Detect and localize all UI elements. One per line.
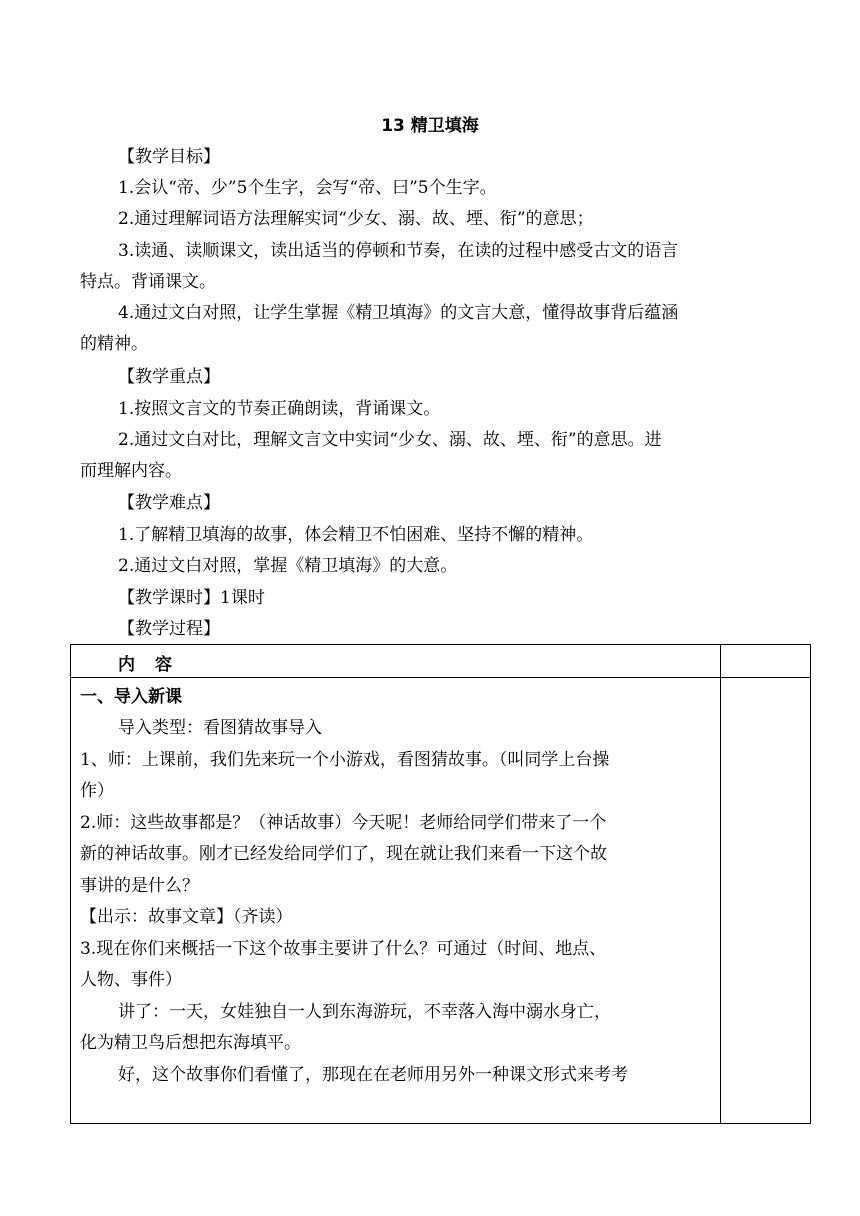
table-content-cell [71, 678, 721, 1124]
table-line: 1、师：上课前，我们先来玩一个小游戏，看图猜故事。（叫同学上台操 [80, 750, 610, 770]
objective-item: 4.通过文白对照，让学生掌握《精卫填海》的文言大意，懂得故事背后蕴涵 [118, 303, 679, 323]
objective-item-continued: 特点。背诵课文。 [80, 272, 216, 292]
table-header-blank [721, 645, 811, 678]
table-line: 3.现在你们来概括一下这个故事主要讲了什么？可通过（时间、地点、 [80, 939, 607, 959]
table-line: 新的神话故事。刚才已经发给同学们了，现在就让我们来看一下这个故 [80, 844, 607, 864]
difficulties-heading: 【教学难点】 [118, 493, 220, 513]
key-point-item-continued: 而理解内容。 [80, 461, 182, 481]
key-point-item: 1.按照文言文的节奏正确朗读，背诵课文。 [118, 399, 441, 419]
table-notes-cell [721, 678, 811, 1124]
table-line: 2.师：这些故事都是？（神话故事）今天呢！老师给同学们带来了一个 [80, 813, 607, 833]
difficulty-item: 1.了解精卫填海的故事，体会精卫不怕困难、坚持不懈的精神。 [118, 525, 594, 545]
process-heading: 【教学过程】 [118, 619, 220, 639]
lesson-title: 13 精卫填海 [381, 116, 479, 136]
table-line: 事讲的是什么？ [80, 876, 199, 896]
objective-item: 3.读通、读顺课文，读出适当的停顿和节奏，在读的过程中感受古文的语言 [118, 241, 679, 261]
objectives-heading: 【教学目标】 [118, 147, 220, 167]
table-line: 好，这个故事你们看懂了，那现在在老师用另外一种课文形式来考考 [118, 1065, 628, 1085]
key-point-item: 2.通过文白对比，理解文言文中实词“少女、溺、故、堙、衔”的意思。进 [118, 430, 662, 450]
table-header-label: 内 容 [118, 655, 174, 675]
objective-item: 1.会认“帝、少”5个生字，会写“帝、曰”5个生字。 [118, 178, 497, 198]
table-line: 【出示：故事文章】（齐读） [80, 907, 293, 927]
table-line: 讲了：一天，女娃独自一人到东海游玩，不幸落入海中溺水身亡， [118, 1002, 611, 1022]
table-line: 导入类型：看图猜故事导入 [118, 718, 322, 738]
table-line: 化为精卫鸟后想把东海填平。 [80, 1033, 301, 1053]
class-hours: 【教学课时】1课时 [118, 588, 265, 608]
key-points-heading: 【教学重点】 [118, 367, 220, 387]
objective-item: 2.通过理解词语方法理解实词“少女、溺、故、堙、衔”的意思； [118, 209, 594, 229]
objective-item-continued: 的精神。 [80, 334, 148, 354]
difficulty-item: 2.通过文白对照，掌握《精卫填海》的大意。 [118, 556, 458, 576]
section-title: 一、导入新课 [80, 687, 182, 707]
table-line: 作） [80, 781, 114, 801]
table-line: 人物、事件） [80, 970, 182, 990]
